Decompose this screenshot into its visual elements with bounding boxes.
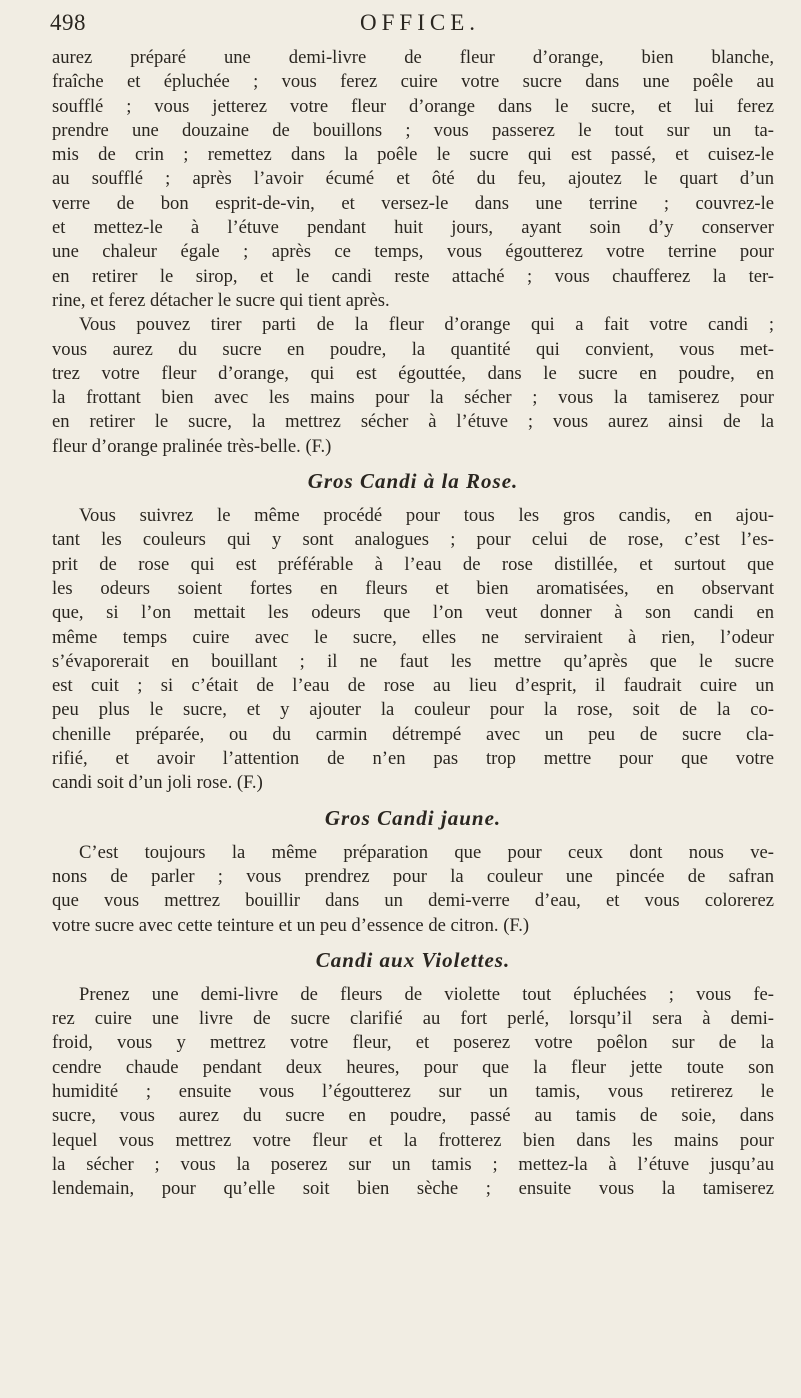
page-header — [50, 10, 750, 46]
text-line: peu plus le sucre, et y ajouter la couleur pour la rose, soit de la co- — [52, 699, 774, 721]
text-line: Prenez une demi-livre de fleurs de violette tout épluchées ; vous fe- — [79, 983, 774, 1005]
text-line: aurez préparé une demi-livre de fleur d’orange, bien blanche, — [52, 47, 774, 68]
text-line: chenille préparée, ou du carmin détrempé avec un peu de sucre cla- — [52, 723, 774, 745]
text-line: que vous mettrez bouillir dans un demi-verre d’eau, et vous colorerez — [52, 890, 774, 912]
page-number: 498 — [50, 10, 86, 35]
paragraph — [52, 504, 774, 796]
paragraph — [52, 983, 774, 1202]
text-line: sucre, vous aurez du sucre en poudre, passé au tamis de soie, dans — [52, 1105, 774, 1127]
running-title: OFFICE. — [360, 10, 480, 35]
text-line: cendre chaude pendant deux heures, pour que la fleur jette toute son — [52, 1056, 774, 1078]
text-line: mis de crin ; remettez dans la poêle le sucre qui est passé, et cuisez-le — [52, 144, 774, 166]
text-line: tant les couleurs qui y sont analogues ; pour celui de rose, c’est l’es- — [52, 529, 774, 551]
text-line: trez votre fleur d’orange, qui est égouttée, dans le sucre en poudre, en — [52, 362, 774, 384]
text-line: C’est toujours la même préparation que pour ceux dont nous ve- — [79, 841, 774, 863]
paragraph — [52, 46, 774, 313]
text-line: fleur d’orange pralinée très-belle. (F.) — [52, 435, 332, 457]
text-line: prit de rose qui est préférable à l’eau de rose distillée, et surtout que — [52, 553, 774, 575]
section-heading: Gros Candi jaune. — [324, 805, 502, 830]
text-line: en retirer le sucre, la mettrez sécher à l’étuve ; vous aurez ainsi de la — [52, 411, 774, 433]
text-line: est cuit ; si c’était de l’eau de rose au lieu d’esprit, il faudrait cuire un — [52, 675, 774, 697]
text-line: nons de parler ; vous prendrez pour la couleur une pincée de safran — [52, 865, 774, 887]
text-line: s’évaporerait en bouillant ; il ne faut les mettre qu’après que le sucre — [52, 650, 774, 672]
body-text — [52, 46, 774, 1201]
text-line: froid, vous y mettrez votre fleur, et poserez votre poêlon sur de la — [52, 1032, 774, 1054]
text-line: prendre une douzaine de bouillons ; vous passerez le tout sur un ta- — [52, 119, 774, 141]
text-line: au soufflé ; après l’avoir écumé et ôté du feu, ajoutez le quart d’un — [52, 168, 774, 190]
paragraph — [52, 313, 774, 459]
text-line: lequel vous mettrez votre fleur et la frotterez bien dans les mains pour — [52, 1129, 774, 1151]
section-heading: Gros Candi à la Rose. — [307, 469, 519, 494]
text-line: fraîche et épluchée ; vous ferez cuire votre sucre dans une poêle au — [52, 71, 774, 93]
text-line: que, si l’on mettait les odeurs que l’on veut donner à son candi en — [52, 602, 774, 624]
text-line: vous aurez du sucre en poudre, la quantité qui convient, vous met- — [52, 338, 774, 360]
text-line: Vous pouvez tirer parti de la fleur d’orange qui a fait votre candi ; — [79, 314, 774, 336]
text-line: la sécher ; vous la poserez sur un tamis ; mettez-la à l’étuve jusqu’au — [52, 1153, 774, 1175]
text-line: votre sucre avec cette teinture et un peu d’essence de citron. (F.) — [52, 914, 530, 936]
text-line: soufflé ; vous jetterez votre fleur d’orange dans le sucre, et lui ferez — [52, 95, 774, 117]
text-line: rifié, et avoir l’attention de n’en pas trop mettre pour que votre — [52, 748, 774, 770]
text-line: en retirer le sirop, et le candi reste attaché ; vous chaufferez la ter- — [52, 265, 774, 287]
paragraph — [52, 841, 774, 938]
text-line: même temps cuire avec le sucre, elles ne serviraient à rien, l’odeur — [52, 626, 774, 648]
text-line: verre de bon esprit-de-vin, et versez-le dans une terrine ; couvrez-le — [52, 192, 774, 214]
text-line: lendemain, pour qu’elle soit bien sèche ; ensuite vous la tamiserez — [52, 1178, 774, 1200]
text-line: rine, et ferez détacher le sucre qui tient après. — [52, 289, 390, 311]
text-line: rez cuire une livre de sucre clarifié au fort perlé, lorsqu’il sera à demi- — [52, 1008, 774, 1030]
text-line: une chaleur égale ; après ce temps, vous égoutterez votre terrine pour — [52, 241, 774, 263]
text-line: candi soit d’un joli rose. (F.) — [52, 772, 263, 794]
text-line: la frottant bien avec les mains pour la sécher ; vous la tamiserez pour — [52, 387, 774, 409]
text-line: les odeurs soient fortes en fleurs et bien aromatisées, en observant — [52, 577, 774, 599]
text-line: humidité ; ensuite vous l’égoutterez sur un tamis, vous retirerez le — [52, 1080, 774, 1102]
text-line: Vous suivrez le même procédé pour tous les gros candis, en ajou- — [79, 505, 774, 527]
section-heading: Candi aux Violettes. — [315, 947, 511, 972]
text-line: et mettez-le à l’étuve pendant huit jours, ayant soin d’y conserver — [52, 217, 774, 239]
